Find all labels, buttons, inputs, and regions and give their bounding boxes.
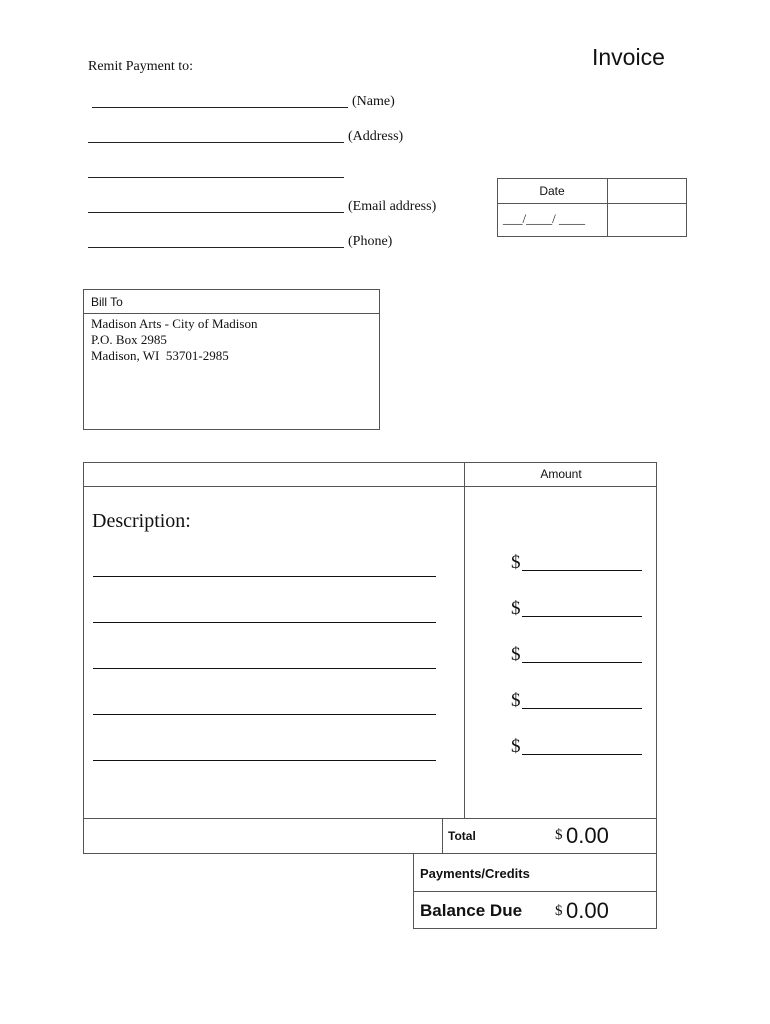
payments-credits-field[interactable] bbox=[548, 855, 655, 890]
description-line-4[interactable] bbox=[93, 714, 436, 715]
address-label: (Address) bbox=[348, 129, 404, 144]
address-field[interactable] bbox=[88, 142, 344, 143]
balance-currency: $ bbox=[555, 903, 563, 919]
phone-field[interactable] bbox=[88, 247, 344, 248]
amount-header: Amount bbox=[540, 467, 582, 481]
amount-currency-4: $ bbox=[511, 690, 521, 711]
bill-to-label: Bill To bbox=[91, 295, 123, 309]
total-column-divider bbox=[442, 818, 443, 854]
amount-currency-1: $ bbox=[511, 552, 521, 573]
description-line-2[interactable] bbox=[93, 622, 436, 623]
items-header-divider bbox=[83, 486, 657, 487]
description-line-1[interactable] bbox=[93, 576, 436, 577]
total-value: 0.00 bbox=[566, 823, 609, 848]
bill-to-line-2: P.O. Box 2985 bbox=[91, 332, 167, 347]
payments-credits-label: Payments/Credits bbox=[420, 866, 530, 881]
payments-divider bbox=[413, 891, 657, 892]
amount-currency-2: $ bbox=[511, 598, 521, 619]
email-field[interactable] bbox=[88, 212, 344, 213]
amount-field-3[interactable] bbox=[522, 662, 642, 663]
phone-label: (Phone) bbox=[348, 234, 393, 249]
address-line-2-field[interactable] bbox=[88, 177, 344, 178]
invoice-title: Invoice bbox=[592, 44, 665, 70]
remit-payment-label: Remit Payment to: bbox=[88, 59, 193, 74]
bill-to-divider bbox=[83, 313, 380, 314]
balance-due-value: 0.00 bbox=[566, 898, 609, 923]
amount-currency-3: $ bbox=[511, 644, 521, 665]
description-line-3[interactable] bbox=[93, 668, 436, 669]
balance-due-label: Balance Due bbox=[420, 901, 523, 920]
total-label: Total bbox=[448, 829, 476, 843]
amount-field-4[interactable] bbox=[522, 708, 642, 709]
description-label: Description: bbox=[92, 510, 191, 532]
items-column-divider bbox=[464, 462, 465, 818]
amount-field-2[interactable] bbox=[522, 616, 642, 617]
bill-to-line-3: Madison, WI 53701-2985 bbox=[91, 348, 229, 363]
total-row-divider bbox=[83, 818, 657, 819]
email-label: (Email address) bbox=[348, 199, 437, 214]
description-line-5[interactable] bbox=[93, 760, 436, 761]
name-field[interactable] bbox=[92, 107, 348, 108]
date-field[interactable]: ___/____/ ____ bbox=[503, 211, 585, 226]
total-currency: $ bbox=[555, 827, 563, 843]
date-label: Date bbox=[539, 184, 565, 198]
date-value-cell[interactable] bbox=[608, 179, 686, 236]
name-label: (Name) bbox=[352, 94, 395, 109]
amount-field-1[interactable] bbox=[522, 570, 642, 571]
amount-currency-5: $ bbox=[511, 736, 521, 757]
amount-field-5[interactable] bbox=[522, 754, 642, 755]
bill-to-line-1: Madison Arts - City of Madison bbox=[91, 316, 258, 331]
